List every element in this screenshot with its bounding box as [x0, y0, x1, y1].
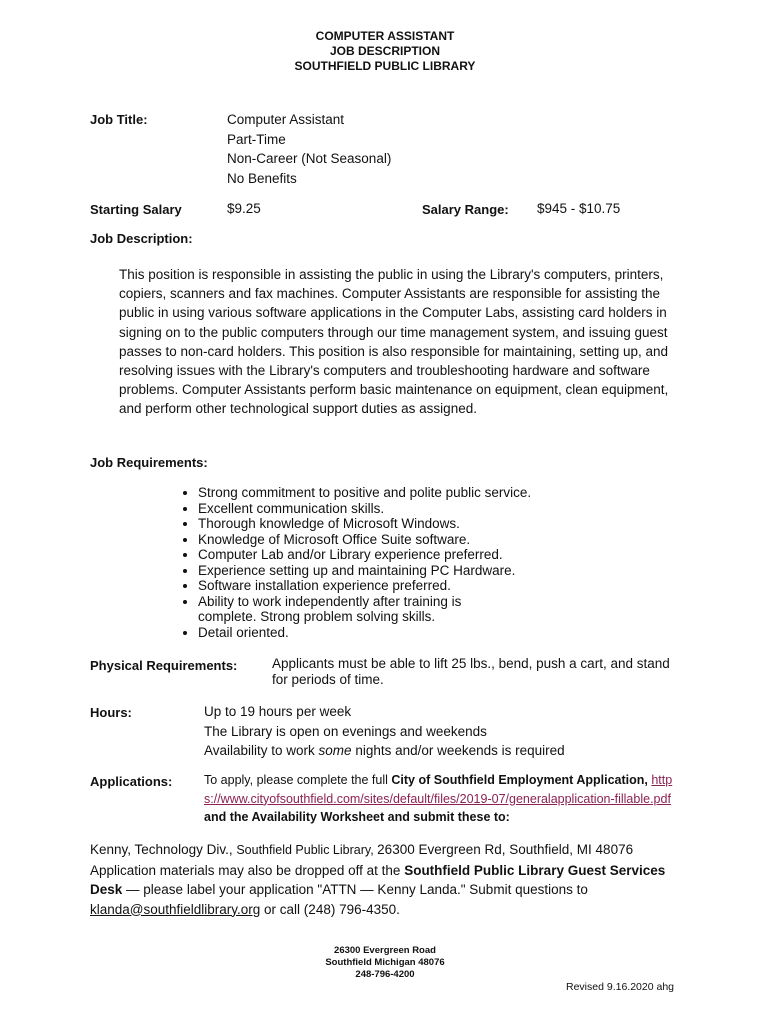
list-item: • Experience setting up and maintaining PC Hardware. [198, 563, 638, 579]
list-item: • Ability to work independently after training is complete. Strong problem solving skills. [198, 594, 478, 625]
availability-line: Availability to work some nights and/or weekends is required [204, 743, 565, 758]
requirements-list [176, 485, 638, 640]
footer-street: 26300 Evergreen Road [334, 945, 436, 956]
library-open-times: The Library is open on evenings and weekends [204, 723, 487, 739]
job-requirements-label: Job Requirements: [90, 455, 208, 470]
header-organization: SOUTHFIELD PUBLIC LIBRARY [294, 59, 476, 73]
job-title-label: Job Title: [90, 112, 148, 127]
list-item: • Strong commitment to positive and polite public service. [198, 485, 638, 501]
contact-paragraph: Kenny, Technology Div., Southfield Public Library, 26300 Evergreen Rd, Southfield, MI 48076 Application materials may also be dropped off at the Southfield Public Library Guest Services Desk — please label your application "ATTN — Kenny Landa." Submit questions to klanda@southfieldlibrary.org or call (248) 796-4350. [90, 842, 666, 917]
list-item: • Computer Lab and/or Library experience preferred. [198, 547, 638, 563]
submit-instructions: and the Availability Worksheet and submit these to: [204, 810, 510, 824]
doc-header [0, 29, 770, 74]
starting-salary-value: $9.25 [227, 201, 261, 216]
footer-address [0, 945, 770, 981]
guest-services-desk: Southfield Public Library Guest Services Desk [90, 862, 666, 897]
hours-per-week: Up to 19 hours per week [204, 704, 352, 719]
header-title: COMPUTER ASSISTANT [315, 29, 455, 43]
revised-note: Revised 9.16.2020 ahg [566, 981, 674, 993]
job-title-values [227, 110, 391, 188]
applications-text [204, 771, 679, 827]
job-category-value: Non-Career (Not Seasonal) [227, 151, 392, 166]
job-description-label: Job Description: [90, 231, 193, 246]
job-title-value: Computer Assistant [227, 112, 345, 127]
salary-range-value: $945 - $10.75 [537, 201, 621, 216]
footer-phone: 248-796-4200 [355, 969, 415, 980]
physical-requirements-label: Physical Requirements: [90, 658, 238, 673]
list-item: • Thorough knowledge of Microsoft Windows. [198, 516, 638, 532]
starting-salary-label: Starting Salary [90, 202, 182, 217]
hours-label: Hours: [90, 705, 132, 720]
applications-intro: To apply, please complete the full [204, 773, 392, 787]
header-subtitle: JOB DESCRIPTION [329, 44, 440, 58]
list-item: • Detail oriented. [198, 625, 638, 641]
hours-values [204, 702, 565, 761]
job-description-text: This position is responsible in assisting the public in using the Library's computers, printers, copiers, scanners and fax machines. Computer Assistants are responsible for assisting the public in using various software applications in the Computer Labs, assisting card holders in signing on to the public computers through our time management system, and issuing guest passes to non-card holders. This position is also responsible for maintaining, setting up, and resolving issues with the Library's computers and troubleshooting hardware and software problems. Computer Assistants perform basic maintenance on equipment, clean equipment, and perform other technological support duties as assigned. [119, 267, 669, 417]
footer-city: Southfield Michigan 48076 [325, 957, 445, 968]
employment-application-name: City of Southfield Employment Application, [391, 773, 648, 787]
application-pdf-link[interactable]: https://www.cityofsouthfield.com/sites/default/files/2019-07/generalapplication-fillable.pdf [204, 773, 673, 806]
applications-label: Applications: [90, 774, 173, 789]
physical-requirements-text: Applicants must be able to lift 25 lbs., bend, push a cart, and stand for periods of time. [272, 656, 670, 687]
list-item: • Software installation experience preferred. [198, 578, 638, 594]
list-item: • Knowledge of Microsoft Office Suite software. [198, 532, 638, 548]
emphasis: some [318, 743, 352, 758]
job-benefits-value: No Benefits [227, 170, 297, 186]
job-type-value: Part-Time [227, 131, 286, 147]
list-item: • Excellent communication skills. [198, 501, 638, 517]
salary-range-label: Salary Range: [422, 202, 509, 217]
email-link[interactable]: klanda@southfieldlibrary.org [90, 901, 261, 917]
